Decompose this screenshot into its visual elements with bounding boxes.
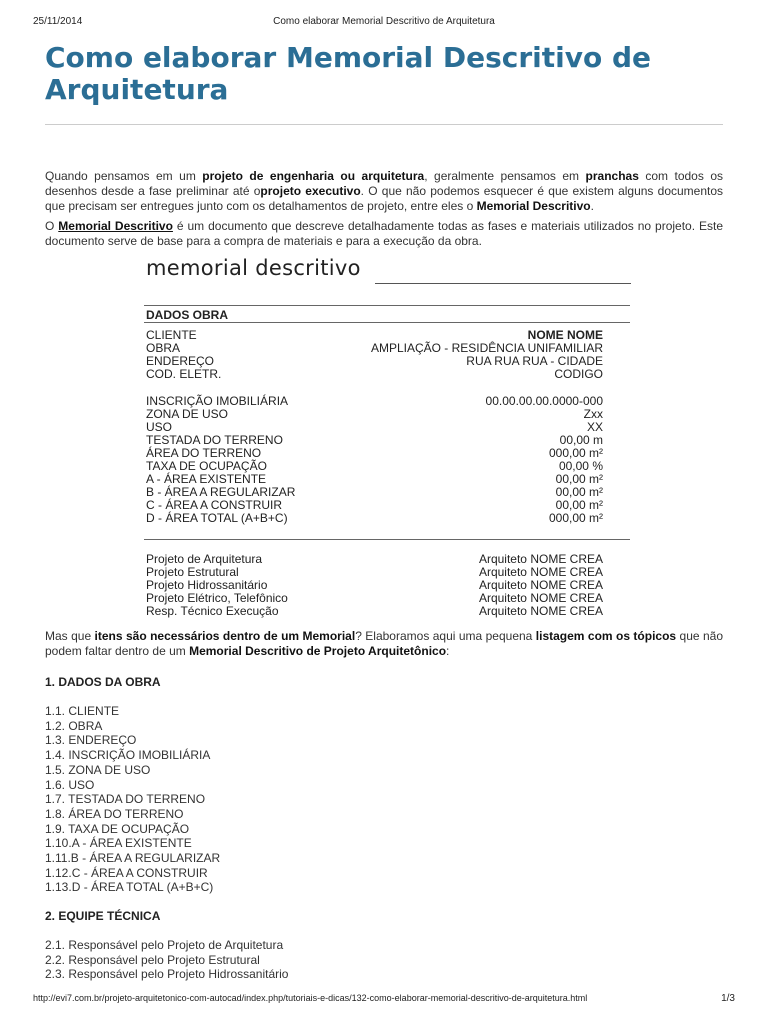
section2-heading: 2. EQUIPE TÉCNICA: [45, 909, 161, 923]
intro-paragraph: Quando pensamos em um projeto de engenharia ou arquitetura, geralmente pensamos em pranchas com todos os desenhos desde a fase preliminar até oprojeto executivo. O que não podemos esquecer é que existem alguns documentos que precisam ser entregues junto com os detalhamentos de projeto, entre eles o Memorial Descritivo.: [45, 169, 724, 213]
form-row-label: USO: [146, 420, 173, 434]
form-row-value: Zxx: [583, 407, 603, 421]
definition-paragraph: O Memorial Descritivo é um documento que descreve detalhadamente todas as fases e materiais utilizados no projeto. Este documento serve de base para a compra de materiais e para a execução da obra.: [45, 219, 724, 248]
form-row-label: ENDEREÇO: [146, 354, 215, 368]
form-row: [146, 605, 603, 618]
list-item: 1.7. TESTADA DO TERRENO: [45, 792, 206, 807]
form-row-label: TAXA DE OCUPAÇÃO: [146, 459, 267, 473]
form-row: [146, 408, 603, 421]
form-row-label: OBRA: [146, 341, 181, 355]
form-row-label: Projeto Hidrossanitário: [146, 578, 268, 592]
form-row-label: Resp. Técnico Execução: [146, 604, 279, 618]
form-row-value: Arquiteto NOME CREA: [478, 591, 603, 605]
form-row-label: ZONA DE USO: [146, 407, 229, 421]
form-row-label: Projeto de Arquitetura: [146, 552, 263, 566]
article-title: Como elaborar Memorial Descritivo de Arquitetura: [45, 41, 652, 106]
list-item: 1.11.B - ÁREA A REGULARIZAR: [45, 851, 221, 866]
form-row-label: ÁREA DO TERRENO: [146, 446, 262, 460]
form-row-value: Arquiteto NOME CREA: [478, 565, 603, 579]
form-row-label: C - ÁREA A CONSTRUIR: [146, 498, 283, 512]
list-item: 1.9. TAXA DE OCUPAÇÃO: [45, 821, 190, 836]
section1-list: [45, 704, 220, 895]
section1-heading: 1. DADOS DA OBRA: [45, 675, 161, 689]
form-row-value: CODIGO: [554, 367, 603, 381]
list-item: 1.4. INSCRIÇÃO IMOBILIÁRIA: [45, 748, 211, 763]
list-item: 1.8. ÁREA DO TERRENO: [45, 806, 184, 821]
form-row-value: RUA RUA RUA - CIDADE: [466, 354, 603, 368]
print-footer-url: http://evi7.com.br/projeto-arquitetonico-com-autocad/index.php/tutoriais-e-dicas/132-como-elaborar-memorial-descritivo-de-arquitetura.html: [33, 993, 588, 1003]
form-row-value: 00,00 m²: [555, 498, 603, 512]
form-title-line: [375, 283, 631, 284]
list-item: 1.2. OBRA: [45, 718, 103, 733]
form-row-label: Projeto Elétrico, Telefônico: [146, 591, 288, 605]
form-row-label: D - ÁREA TOTAL (A+B+C): [146, 511, 288, 525]
form-row-value: Arquiteto NOME CREA: [478, 552, 603, 566]
form-title: memorial descritivo: [146, 256, 361, 280]
form-row-value: NOME NOME: [527, 328, 603, 342]
list-item: 2.2. Responsável pelo Projeto Estrutural: [45, 952, 260, 967]
form-row: [146, 368, 603, 381]
print-date: 25/11/2014: [33, 16, 83, 27]
form-row-label: A - ÁREA EXISTENTE: [146, 472, 267, 486]
form-row-value: 00,00 m²: [555, 472, 603, 486]
form-divider: [144, 539, 630, 540]
list-item: 1.6. USO: [45, 777, 95, 792]
form-row-value: 00,00 m: [559, 433, 603, 447]
form-row-value: 000,00 m²: [548, 446, 603, 460]
form-divider: [144, 305, 630, 306]
form-row: [146, 512, 603, 525]
form-row-value: 000,00 m²: [548, 511, 603, 525]
list-item: 1.12.C - ÁREA A CONSTRUIR: [45, 865, 208, 880]
memorial-form-image: [142, 254, 632, 620]
form-row-value: 00.00.00.00.0000-000: [485, 394, 603, 408]
form-row-value: XX: [586, 420, 603, 434]
print-header-title: Como elaborar Memorial Descritivo de Arquitetura: [273, 16, 495, 27]
page-number: 1/3: [721, 993, 735, 1004]
title-divider: [45, 124, 723, 125]
list-item: 1.1. CLIENTE: [45, 704, 120, 718]
form-row-label: COD. ELETR.: [146, 367, 222, 381]
form-row-label: B - ÁREA A REGULARIZAR: [146, 485, 296, 499]
list-item: 1.5. ZONA DE USO: [45, 762, 151, 777]
form-row-label: TESTADA DO TERRENO: [146, 433, 283, 447]
form-row-label: Projeto Estrutural: [146, 565, 239, 579]
form-row-value: Arquiteto NOME CREA: [478, 578, 603, 592]
form-row-value: 00,00 %: [558, 459, 603, 473]
memorial-descritivo-link[interactable]: Memorial Descritivo: [58, 219, 173, 233]
topics-paragraph: Mas que itens são necessários dentro de um Memorial? Elaboramos aqui uma pequena listagem com os tópicos que não podem faltar dentro de um Memorial Descritivo de Projeto Arquitetônico:: [45, 629, 723, 658]
list-item: 2.3. Responsável pelo Projeto Hidrossanitário: [45, 967, 289, 982]
form-row-value: Arquiteto NOME CREA: [478, 604, 603, 618]
form-row-value: 00,00 m²: [555, 485, 603, 499]
form-divider: [144, 322, 630, 323]
form-row-value: AMPLIAÇÃO - RESIDÊNCIA UNIFAMILIAR: [370, 341, 603, 355]
list-item: 1.10.A - ÁREA EXISTENTE: [45, 836, 192, 851]
list-item: 1.3. ENDEREÇO: [45, 733, 137, 748]
list-item: 2.1. Responsável pelo Projeto de Arquitetura: [45, 938, 284, 952]
section2-list: [45, 938, 288, 982]
form-row-label: INSCRIÇÃO IMOBILIÁRIA: [146, 394, 289, 408]
list-item: 1.13.D - ÁREA TOTAL (A+B+C): [45, 880, 214, 895]
form-section-label: DADOS OBRA: [146, 308, 229, 322]
form-row-label: CLIENTE: [146, 328, 197, 342]
